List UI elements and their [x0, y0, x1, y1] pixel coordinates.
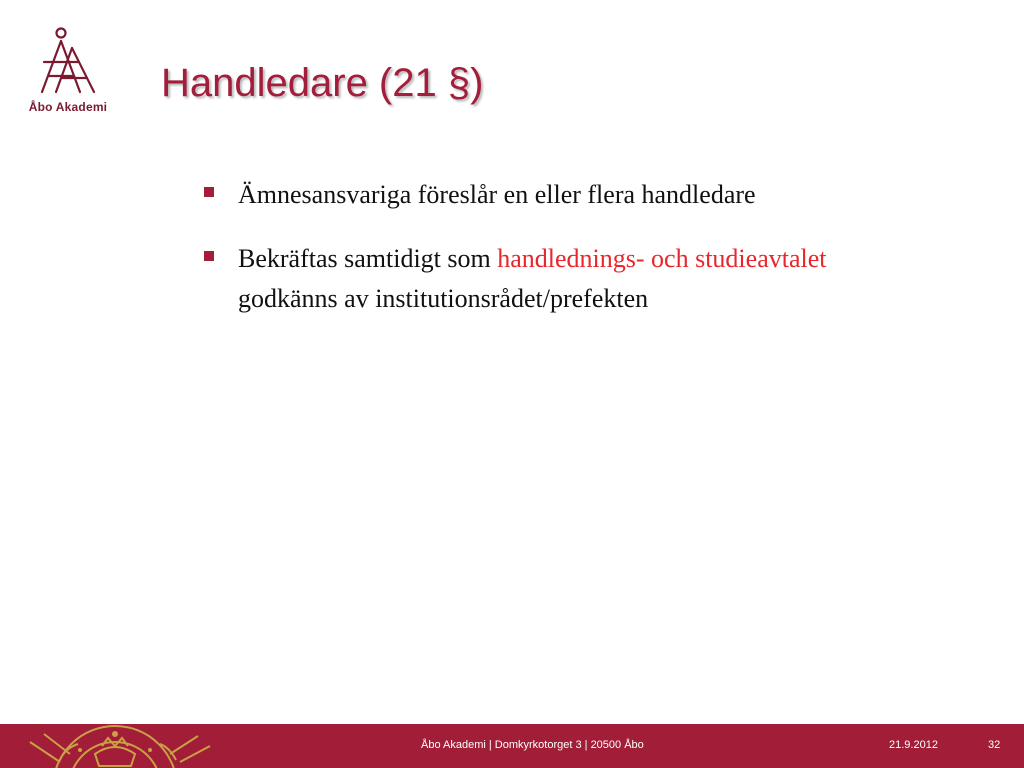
bullet-text: Ämnesansvariga föreslår en eller flera handledare	[238, 180, 756, 209]
abo-akademi-logo	[22, 26, 114, 118]
bullet-marker-icon	[204, 187, 214, 197]
page-number: 32	[988, 739, 1001, 751]
footer-address: Åbo Akademi | Domkyrkotorget 3 | 20500 Åbo	[421, 739, 644, 751]
bullet-list	[200, 175, 920, 343]
footer-date: 21.9.2012	[889, 739, 938, 751]
bullet-marker-icon	[204, 251, 214, 261]
abo-akademi-emblem-icon	[36, 26, 100, 100]
bullet-text: Bekräftas samtidigt som	[238, 244, 498, 273]
university-seal-icon	[0, 724, 260, 768]
bullet-item	[200, 239, 920, 319]
bullet-item	[200, 175, 920, 215]
slide-title: Handledare (21 §)	[161, 61, 484, 105]
highlighted-text: handlednings- och studieavtalet	[497, 244, 827, 273]
footer-bar	[0, 724, 1024, 768]
bullet-text: godkänns av institutionsrådet/prefekten	[238, 284, 649, 313]
logo-wordmark: Åbo Akademi	[28, 100, 108, 114]
